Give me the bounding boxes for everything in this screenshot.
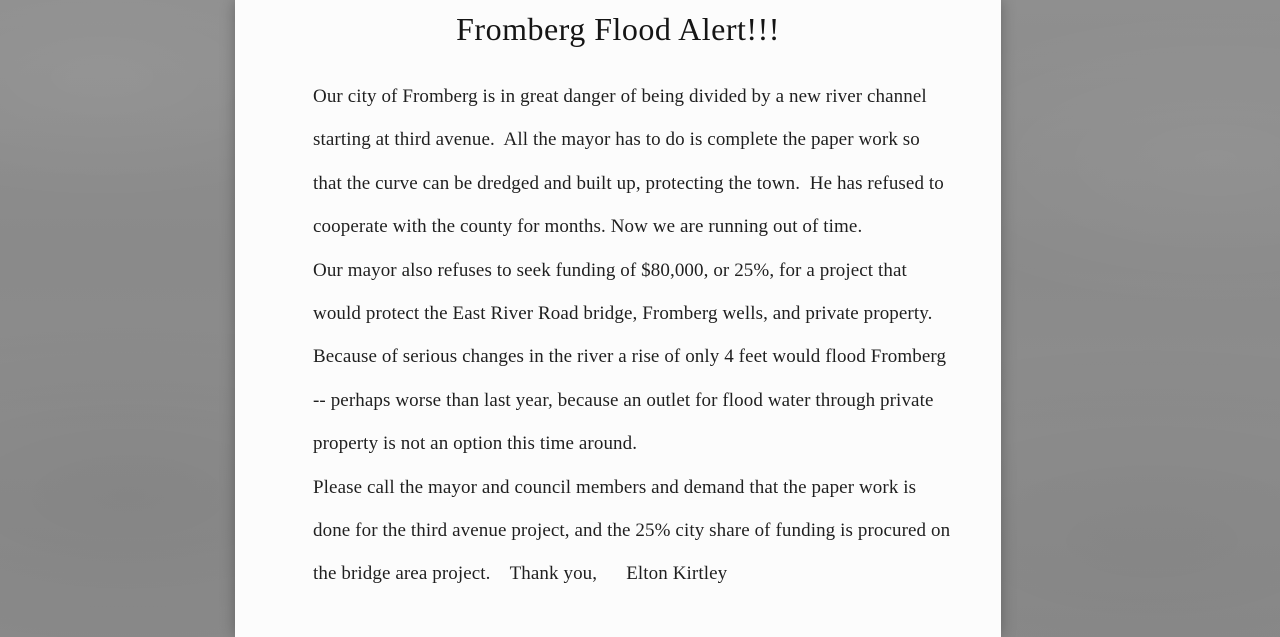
flyer-line: starting at third avenue. All the mayor has to do is complete the paper work so (313, 129, 920, 151)
flyer-line: done for the third avenue project, and the 25% city share of funding is procured on (313, 519, 951, 541)
flyer-line: would protect the East River Road bridge, Fromberg wells, and private property. (313, 302, 933, 324)
flyer-line: Our mayor also refuses to seek funding of $80,000, or 25%, for a project that (313, 259, 907, 281)
flyer-line-signature: the bridge area project. Thank you, Elton Kirtley (313, 563, 728, 585)
flyer-body (235, 75, 1001, 596)
flyer-line: that the curve can be dredged and built up, protecting the town. He has refused to (313, 172, 944, 194)
flyer-line: property is not an option this time around. (313, 433, 638, 455)
flyer-line: Because of serious changes in the river a rise of only 4 feet would flood Fromberg (313, 346, 947, 368)
flyer-line: cooperate with the county for months. Now we are running out of time. (313, 216, 863, 238)
flyer-title: Fromberg Flood Alert!!! (456, 11, 780, 47)
flyer-line: Our city of Fromberg is in great danger of being divided by a new river channel (313, 86, 927, 107)
flyer-page (235, 0, 1001, 637)
flyer-line: -- perhaps worse than last year, because an outlet for flood water through private (313, 389, 934, 411)
flyer-line: Please call the mayor and council members and demand that the paper work is (313, 476, 917, 498)
